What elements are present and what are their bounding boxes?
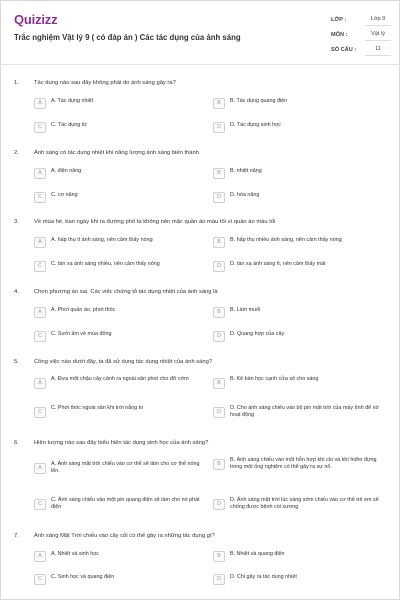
option-label: B. Nhiệt và quang điện (230, 551, 285, 557)
option-letter-box: C (34, 331, 46, 342)
option-letter-box: C (34, 499, 46, 510)
option-letter-box: A (34, 237, 46, 248)
option-letter-box: A (34, 307, 46, 318)
option-label: A. điện năng (51, 168, 82, 174)
question-text: Ánh sáng Mặt Trời chiếu vào cây cối có thể gây ra những tác dụng gì? (34, 533, 215, 539)
option-letter-box: D (213, 192, 225, 203)
option-letter-box: C (34, 192, 46, 203)
option-label: D. Quang hợp của cây (230, 331, 285, 337)
question-text: Ánh sáng có tác dụng nhiệt khi năng lượng ánh sáng biến thành (34, 150, 199, 156)
option-letter-box: D (213, 122, 225, 133)
option-letter-box: A (34, 168, 46, 179)
option-label: C. Tác dụng từ (51, 122, 87, 128)
quizizz-logo: Quizizz (14, 12, 58, 27)
option-letter-box: C (34, 261, 46, 272)
meta-count-value: 11 (365, 44, 391, 56)
option-letter-box: D (213, 331, 225, 342)
option-letter-box: B (213, 459, 225, 470)
option-letter-box: D (213, 574, 225, 585)
option-label: D. Tác dụng sinh học (230, 122, 281, 128)
worksheet-header (0, 0, 400, 64)
option-label: D. tán xạ ánh sáng ít, nên cảm thấy mát (230, 261, 326, 267)
question-number: 4. (14, 289, 19, 295)
option-letter-box: A (34, 98, 46, 109)
question-number: 6. (14, 440, 19, 446)
option-label: A. Tác dụng nhiệt (51, 98, 94, 104)
option-label: C. tán xạ ánh sáng nhiều, nên cảm thấy nóng (51, 261, 160, 267)
option-label: C. Ánh sáng chiếu vào một pin quang điện sẽ làm cho nó phát điện (51, 497, 200, 510)
option-label: B. hấp thụ nhiều ánh sáng, nên cảm thấy nóng (230, 237, 342, 243)
meta-subject (331, 29, 395, 43)
option-letter-box: B (213, 307, 225, 318)
option-label: C. Sinh học và quang điện (51, 574, 115, 580)
question-text: Công việc nào dưới đây, ta đã sử dụng tác dụng nhiệt của ánh sáng? (34, 359, 213, 365)
option-label: B. nhiệt năng (230, 168, 262, 174)
option-label: A. hấp thụ ít ánh sáng, nên cảm thấy nóng (51, 237, 153, 243)
option-letter-box: B (213, 237, 225, 248)
option-letter-box: A (34, 551, 46, 562)
option-label: D. Ánh sáng mặt trời lúc sáng sớm chiếu vào cơ thể trẻ em sẽ chống được bệnh còi xương (230, 497, 379, 510)
option-label: A. Đưa một chậu cây cảnh ra ngoài sân phơi cho đỡ cớm (51, 376, 189, 382)
option-label: B. Ánh sáng chiếu vào một hỗn hợp khí clo và khí hiđro đựng trong một ống nghiệm có thể gây ra sự nổ. (230, 457, 377, 470)
option-label: C. Phơi thóc ngoài sân khi trời nắng to (51, 405, 144, 411)
worksheet-title: Trắc nghiệm Vật lý 9 ( có đáp án ) Các tác dụng của ánh sáng (14, 33, 241, 42)
option-letter-box: C (34, 122, 46, 133)
option-letter-box: B (213, 551, 225, 562)
question-number: 5. (14, 359, 19, 365)
option-label: A. Ánh sáng mặt trời chiếu vào cơ thể sẽ làm cho cơ thể nóng lên. (51, 461, 200, 474)
option-label: C. Sưởi ấm về mùa đông (51, 331, 112, 337)
question-number: 3. (14, 219, 19, 225)
option-letter-box: D (213, 261, 225, 272)
option-letter-box: D (213, 407, 225, 418)
meta-count-key: SỐ CÂU : (331, 47, 357, 53)
option-label: B. Tác dụng quang điện (230, 98, 288, 104)
meta-count (331, 44, 395, 58)
meta-subject-value: Vật lý (365, 29, 391, 41)
option-letter-box: B (213, 168, 225, 179)
option-label: D. Chỉ gây ra tác dụng nhiệt (230, 574, 297, 580)
option-label: A. Phơi quần áo, phơi thóc (51, 307, 116, 313)
meta-subject-key: MÔN : (331, 32, 348, 38)
option-letter-box: A (34, 463, 46, 474)
option-letter-box: D (213, 499, 225, 510)
option-label: B. Làm muối (230, 307, 261, 313)
option-letter-box: B (213, 98, 225, 109)
meta-grade-key: LỚP : (331, 17, 347, 23)
meta-grade-value: Lớp 9 (365, 14, 391, 26)
question-number: 2. (14, 150, 19, 156)
option-label: D. hóa năng (230, 192, 260, 198)
option-label: C. cơ năng (51, 192, 78, 198)
question-text: Hiện tượng nào sau đây biểu hiện tác dụng sinh học của ánh sáng? (34, 440, 209, 446)
meta-grade (331, 14, 395, 28)
option-label: A. Nhiệt và sinh học (51, 551, 99, 557)
option-label: B. Kê bàn học cạnh cửa sổ cho sáng (230, 376, 319, 382)
option-letter-box: B (213, 378, 225, 389)
question-number: 1. (14, 80, 19, 86)
question-text: Về mùa hè, ban ngày khi ra đường phố ta không nên mặc quần áo màu tối vì quần áo màu tối (34, 219, 276, 225)
question-text: Tác dụng nào sau đây không phải do ánh sáng gây ra? (34, 80, 176, 86)
question-text: Chọn phương án sai. Các việc chứng tỏ tác dụng nhiệt của ánh sáng là (34, 289, 218, 295)
option-letter-box: C (34, 574, 46, 585)
option-label: D. Cho ánh sáng chiếu vào bộ pin mặt trời của máy tính để nó hoạt động (230, 405, 379, 418)
option-letter-box: C (34, 407, 46, 418)
option-letter-box: A (34, 378, 46, 389)
header-divider (0, 64, 400, 65)
question-number: 7. (14, 533, 19, 539)
